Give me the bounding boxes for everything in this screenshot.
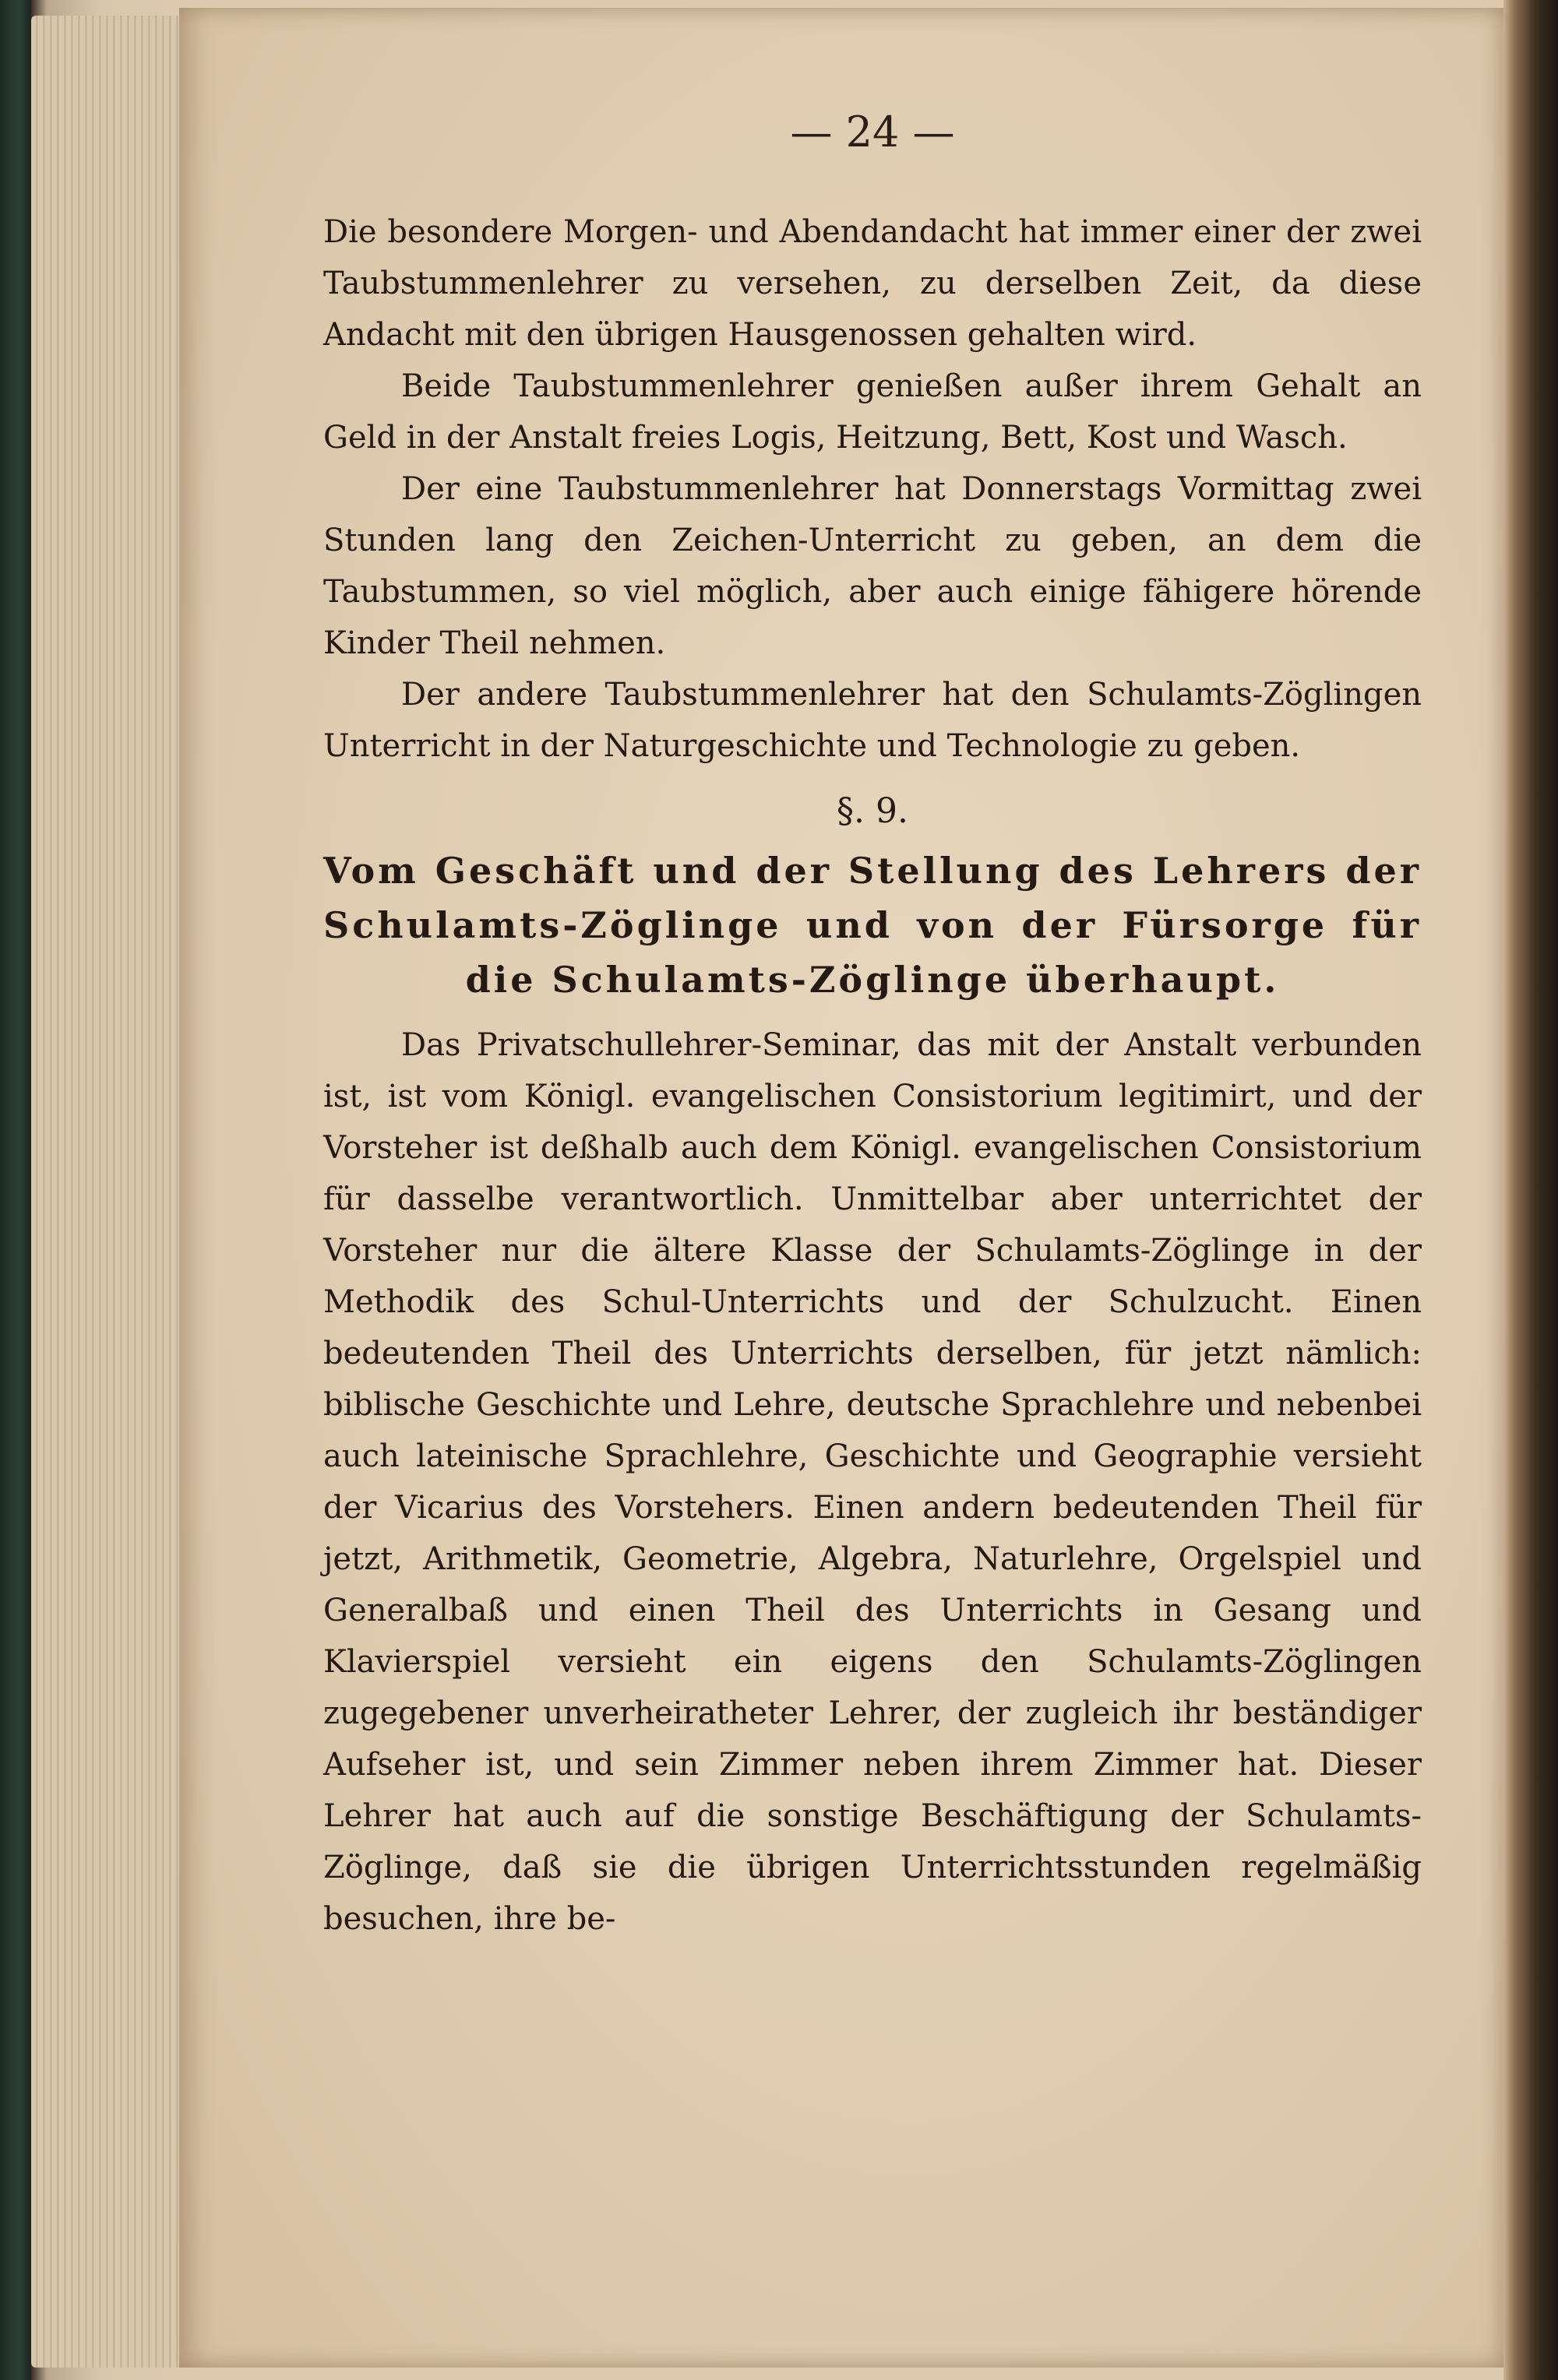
paragraph-naturgeschichte: Der andere Taubstummenlehrer hat den Schulamts-Zöglingen Unterricht in der Naturgeschichte und Technologie zu geben. [323, 677, 1422, 764]
section-number: §. 9. [837, 791, 908, 831]
book-spine-shadow [1503, 0, 1558, 2380]
paragraph-andacht: Die besondere Morgen- und Abendandacht hat immer einer der zwei Taubstummenlehrer zu versehen, zu derselben Zeit, da diese Andacht mit den übrigen Hausgenossen gehalten wird. [323, 214, 1422, 353]
page-number: — 24 — [790, 107, 955, 157]
page-stack-edges [31, 16, 187, 2368]
section-body: Das Privatschullehrer-Seminar, das mit der Anstalt verbunden ist, ist vom Königl. evangelischen Consistorium legitimirt, und der Vorsteher ist deßhalb auch dem Königl. evangelischen Consistorium für dasselbe verantwortlich. Unmittelbar aber unterrichtet der Vorsteher nur die ältere Klasse der Schulamts-Zöglinge in der Methodik des Schul-Unterrichts und der Schulzucht. Einen bedeutenden Theil des Unterrichts derselben, für jetzt nämlich: biblische Geschichte und Lehre, deutsche Sprachlehre und nebenbei auch lateinische Sprachlehre, Geschichte und Geographie versieht der Vicarius des Vorstehers. Einen andern bedeutenden Theil für jetzt, Arithmetik, Geometrie, Algebra, Naturlehre, Orgelspiel und Generalbaß und einen Theil des Unterrichts in Gesang und Klavierspiel versieht ein eigens den Schulamts-Zöglingen zugegebener unverheiratheter Lehrer, der zugleich ihr beständiger Aufseher ist, und sein Zimmer neben ihrem Zimmer hat. Dieser Lehrer hat auch auf die sonstige Beschäftigung der Schulamts-Zöglinge, daß sie die übrigen Unterrichtsstunden regelmäßig besuchen, ihre be- [323, 1027, 1422, 1937]
paragraph-zeichenunterricht: Der eine Taubstummenlehrer hat Donnerstags Vormittag zwei Stunden lang den Zeichen-Unterricht zu geben, an dem die Taubstummen, so viel möglich, aber auch einige fähigere hörende Kinder Theil nehmen. [323, 471, 1422, 661]
paragraph-gehalt: Beide Taubstummenlehrer genießen außer ihrem Gehalt an Geld in der Anstalt freies Logis, Heitzung, Bett, Kost und Wasch. [323, 368, 1422, 456]
page-text [323, 206, 1422, 1945]
section-heading: Vom Geschäft und der Stellung des Lehrers der Schulamts-Zöglinge und von der Fürsorge für die Schulamts-Zöglinge überhaupt. [323, 850, 1422, 1001]
book-cover-edge [0, 0, 31, 2380]
